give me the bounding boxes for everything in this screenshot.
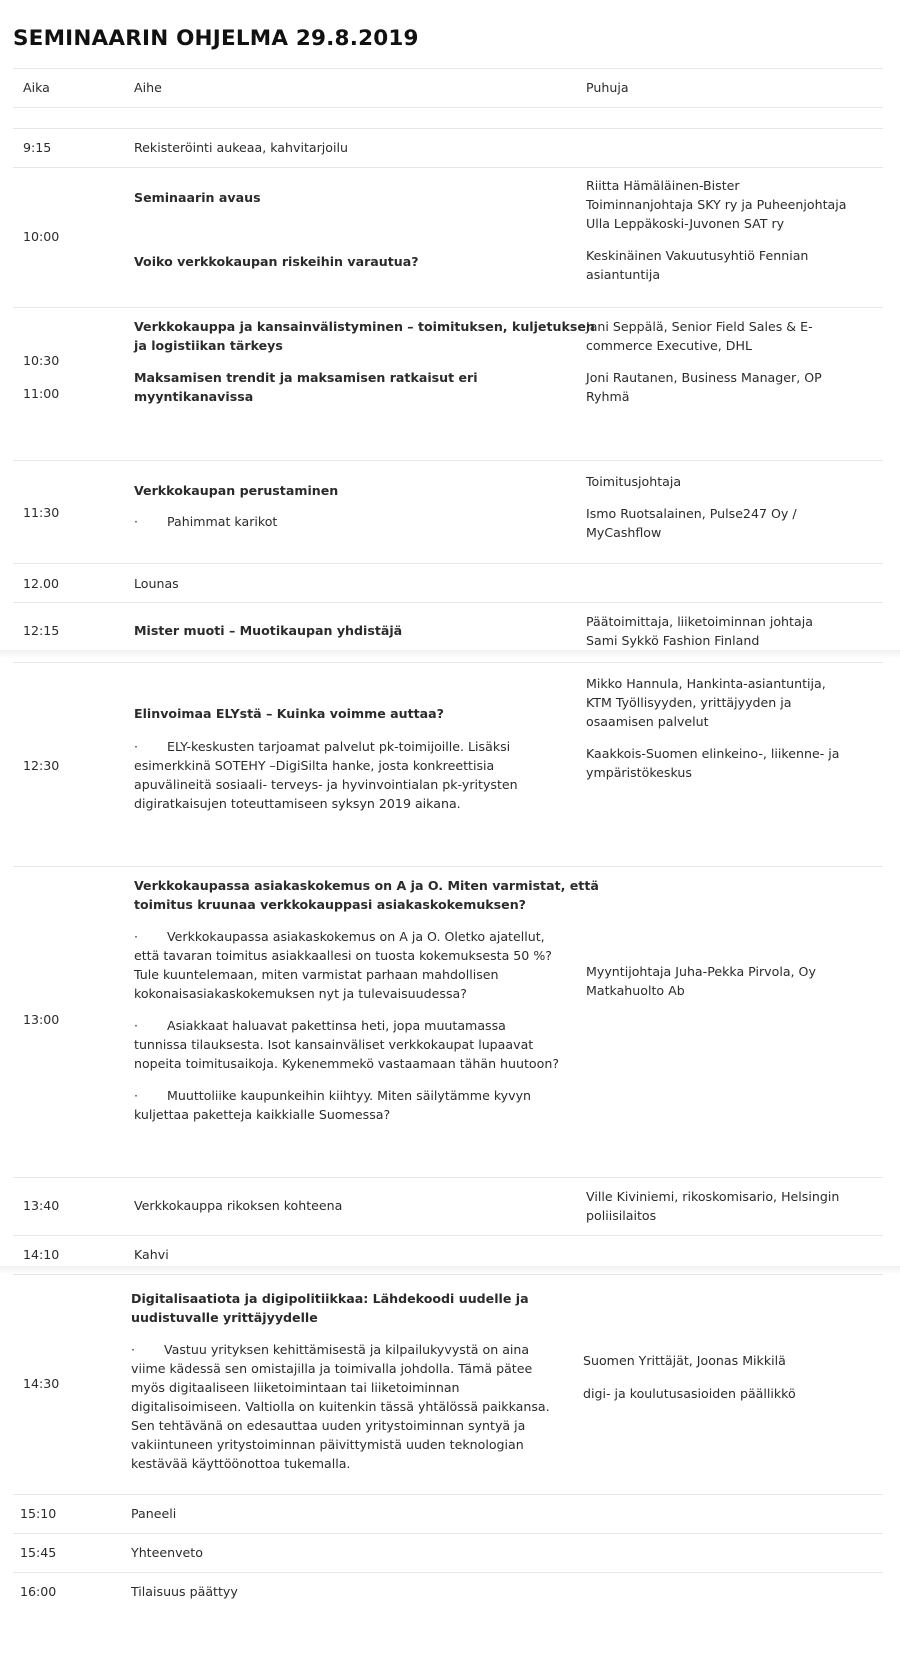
row-speaker: Suomen Yrittäjät, Joonas Mikkilä — [583, 1353, 786, 1368]
row-rule — [13, 1235, 883, 1236]
row-speaker: Ulla Leppäkoski-Juvonen SAT ry — [586, 216, 785, 231]
row-speaker: Matkahuolto Ab — [586, 983, 685, 998]
row-time: 13:00 — [23, 1012, 60, 1027]
row-topic: Verkkokauppa ja kansainvälistyminen – toimituksen, kuljetuksen — [134, 319, 595, 334]
header-time: Aika — [23, 80, 50, 95]
row-rule — [13, 1177, 883, 1178]
row-speaker: Kaakkois-Suomen elinkeino-, liikenne- ja — [586, 746, 840, 761]
row-body: Vastuu yrityksen kehittämisestä ja kilpailukyvystä on aina — [164, 1342, 530, 1357]
row-topic: Elinvoimaa ELYstä – Kuinka voimme auttaa? — [134, 706, 444, 721]
row-time: 12:15 — [23, 623, 60, 638]
row-subtopic: Pahimmat karikot — [167, 514, 278, 529]
row-topic: Digitalisaatiota ja digipolitiikkaa: Lähdekoodi uudelle ja — [131, 1291, 529, 1306]
header-speaker: Puhuja — [586, 80, 629, 95]
row-topic: Voiko verkkokaupan riskeihin varautua? — [134, 254, 419, 269]
row-body: kokonaisasiakaskokemuksen nyt ja tulevaisuudessa? — [134, 986, 467, 1001]
row-body: myös digitaaliseen liiketoimintaan tai liiketoiminnan — [131, 1380, 460, 1395]
row-speaker: Sami Sykkö Fashion Finland — [586, 633, 760, 648]
row-topic: Paneeli — [131, 1506, 177, 1521]
row-speaker: ympäristökeskus — [586, 765, 692, 780]
row-rule — [13, 1494, 883, 1495]
row-topic: Maksamisen trendit ja maksamisen ratkaisut eri — [134, 370, 478, 385]
bullet: · — [134, 1088, 139, 1103]
row-topic: Seminaarin avaus — [134, 190, 261, 205]
row-speaker: Toiminnanjohtaja SKY ry ja Puheenjohtaja — [586, 197, 847, 212]
row-topic: Lounas — [134, 576, 179, 591]
row-body: digitalisoimiseen. Valtiolla on kuitenkin tässä yhtälössä paikkansa. — [131, 1399, 550, 1414]
row-time: 14:10 — [23, 1247, 60, 1262]
row-body: nopeita toimitusaikoja. Kykenemmekö vastaamaan tähän huutoon? — [134, 1056, 560, 1071]
row-rule — [13, 602, 883, 603]
row-time: 11:30 — [23, 505, 60, 520]
row-speaker: Ismo Ruotsalainen, Pulse247 Oy / — [586, 506, 797, 521]
header-bottom-rule — [13, 107, 883, 108]
row-time: 11:00 — [23, 386, 60, 401]
row-body: kestävää käyttöönottoa tukemalla. — [131, 1456, 351, 1471]
row-time: 15:45 — [20, 1545, 57, 1560]
row-body: Asiakkaat haluavat pakettinsa heti, jopa muutamassa — [167, 1018, 506, 1033]
row-topic: uudistuvalle yrittäjyydelle — [131, 1310, 318, 1325]
row-time: 13:40 — [23, 1198, 60, 1213]
row-body: esimerkkinä SOTEHY –DigiSilta hanke, josta konkreettisia — [134, 758, 495, 773]
bullet: · — [134, 739, 139, 754]
row-topic: Rekisteröinti aukeaa, kahvitarjoilu — [134, 140, 348, 155]
bullet: · — [134, 514, 139, 529]
row-speaker: Myyntijohtaja Juha-Pekka Pirvola, Oy — [586, 964, 816, 979]
row-time: 10:00 — [23, 229, 60, 244]
row-rule — [13, 866, 883, 867]
row-speaker: Jani Seppälä, Senior Field Sales & E- — [586, 319, 813, 334]
row-time: 15:10 — [20, 1506, 57, 1521]
row-rule — [13, 1572, 883, 1573]
row-speaker: poliisilaitos — [586, 1208, 657, 1223]
row-body: tunnissa tilauksesta. Isot kansainväliset verkkokaupat lupaavat — [134, 1037, 534, 1052]
row-time: 14:30 — [23, 1376, 60, 1391]
row-topic: Verkkokaupassa asiakaskokemus on A ja O. Miten varmistat, että — [134, 878, 599, 893]
row-rule — [13, 1274, 883, 1275]
row-body: apuvälineitä sosiaali- terveys- ja hyvinvointialan pk-yritysten — [134, 777, 518, 792]
row-topic: Verkkokauppa rikoksen kohteena — [134, 1198, 343, 1213]
row-topic: Mister muoti – Muotikaupan yhdistäjä — [134, 623, 403, 638]
row-body: Tule kuuntelemaan, miten varmistat parhaan mahdollisen — [134, 967, 499, 982]
row-speaker: osaamisen palvelut — [586, 714, 709, 729]
row-body: ELY-keskusten tarjoamat palvelut pk-toimijoille. Lisäksi — [167, 739, 511, 754]
row-time: 10:30 — [23, 353, 60, 368]
row-rule — [13, 167, 883, 168]
row-body: vakiintuneen yritystoiminnan päivittymistä uuden teknologian — [131, 1437, 524, 1452]
row-speaker: Joni Rautanen, Business Manager, OP — [586, 370, 822, 385]
table-top-rule — [13, 68, 883, 69]
row-time: 12.00 — [23, 576, 60, 591]
row-speaker: Ville Kiviniemi, rikoskomisario, Helsingin — [586, 1189, 840, 1204]
row-speaker: commerce Executive, DHL — [586, 338, 752, 353]
row-topic: Tilaisuus päättyy — [131, 1584, 238, 1599]
row-topic: Yhteenveto — [131, 1545, 203, 1560]
row-speaker: asiantuntija — [586, 267, 661, 282]
row-rule — [13, 307, 883, 308]
row-topic: myyntikanavissa — [134, 389, 254, 404]
row-body: että tavaran toimitus asiakkaallesi on tuosta kokemuksesta 50 %? — [134, 948, 552, 963]
row-speaker: Keskinäinen Vakuutusyhtiö Fennian — [586, 248, 809, 263]
row-rule — [13, 1533, 883, 1534]
row-rule — [13, 662, 883, 663]
row-speaker: Päätoimittaja, liiketoiminnan johtaja — [586, 614, 813, 629]
row-topic: Kahvi — [134, 1247, 169, 1262]
row-body: kuljettaa paketteja kaikkialle Suomessa? — [134, 1107, 391, 1122]
row-body: Sen tehtävänä on edesauttaa uuden yritystoiminnan syntyä ja — [131, 1418, 526, 1433]
bullet: · — [134, 1018, 139, 1033]
row-speaker: KTM Työllisyyden, yrittäjyyden ja — [586, 695, 792, 710]
row-rule — [13, 460, 883, 461]
row-time: 9:15 — [23, 140, 52, 155]
row-time: 16:00 — [20, 1584, 57, 1599]
row-body: viime kädessä sen omistajilla ja toimivalla johdolla. Tämä pätee — [131, 1361, 533, 1376]
row-speaker: Mikko Hannula, Hankinta-asiantuntija, — [586, 676, 826, 691]
row-time: 12:30 — [23, 758, 60, 773]
row-speaker: Riitta Hämäläinen-Bister — [586, 178, 740, 193]
row-rule — [13, 563, 883, 564]
row-body: Verkkokaupassa asiakaskokemus on A ja O. Oletko ajatellut, — [167, 929, 545, 944]
row-body: Muuttoliike kaupunkeihin kiihtyy. Miten säilytämme kyvyn — [167, 1088, 532, 1103]
row-speaker: MyCashflow — [586, 525, 662, 540]
row-shadow — [0, 1266, 900, 1274]
row-body: digiratkaisujen toteuttamiseen syksyn 2019 aikana. — [134, 796, 461, 811]
row-speaker: digi- ja koulutusasioiden päällikkö — [583, 1386, 796, 1401]
page-title: SEMINAARIN OHJELMA 29.8.2019 — [13, 26, 419, 51]
row-topic: Verkkokaupan perustaminen — [134, 483, 339, 498]
bullet: · — [134, 929, 139, 944]
row-speaker: Toimitusjohtaja — [586, 474, 682, 489]
row-topic: toimitus kruunaa verkkokauppasi asiakaskokemuksen? — [134, 897, 526, 912]
row-shadow — [0, 650, 900, 658]
header-topic: Aihe — [134, 80, 162, 95]
bullet: · — [131, 1342, 136, 1357]
row-rule — [13, 128, 883, 129]
row-speaker: Ryhmä — [586, 389, 630, 404]
row-topic: ja logistiikan tärkeys — [134, 338, 283, 353]
